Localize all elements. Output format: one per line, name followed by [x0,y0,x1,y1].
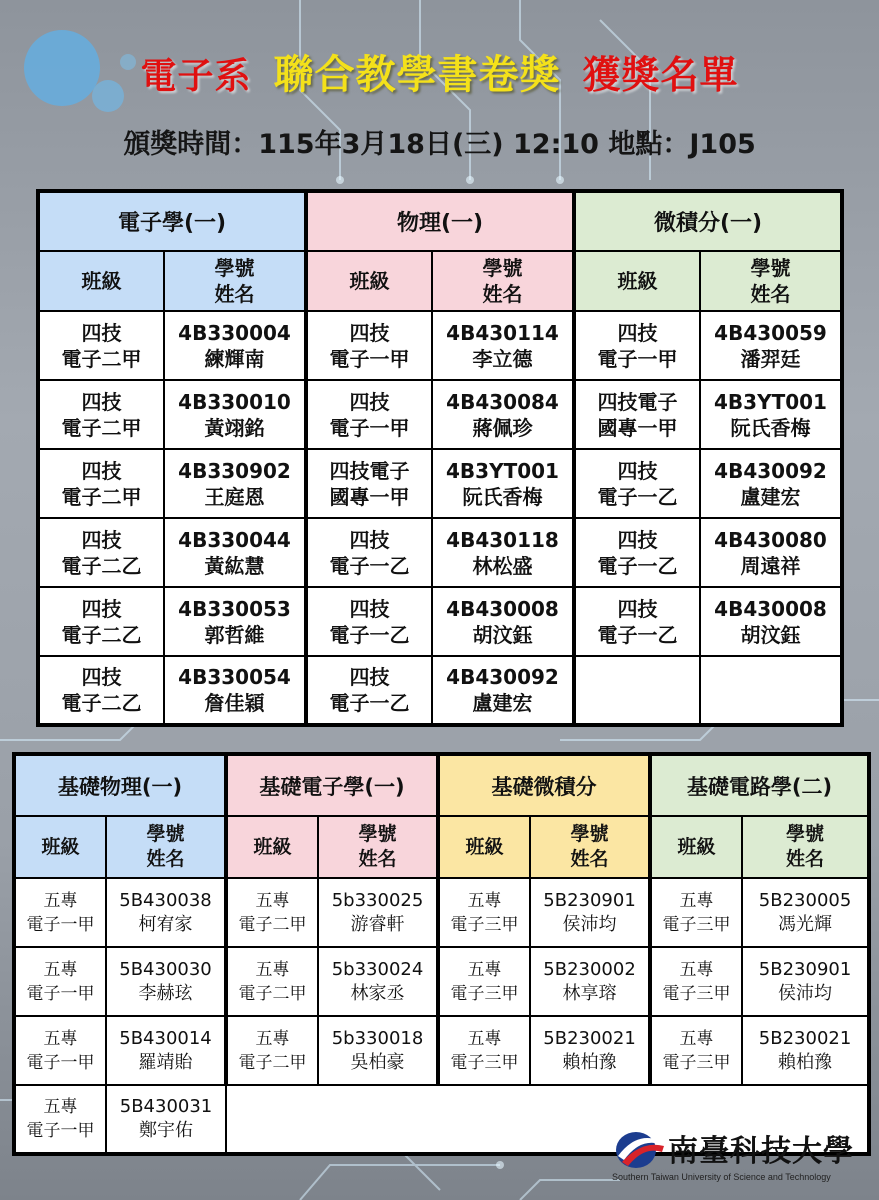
class-line-1: 五專 [467,890,502,911]
student-id: 5B230002 [543,958,636,980]
class-line-1: 五專 [679,1028,714,1049]
class-line-1: 四技 [81,389,122,414]
class-line-1: 五專 [255,890,290,911]
student-id: 5b330024 [331,958,424,980]
student-name: 阮氏香梅 [462,484,543,509]
student-name: 林松盛 [472,553,533,578]
student-id: 4B330010 [178,389,291,414]
name-label: 姓名 [214,282,255,306]
student-id: 5B230021 [758,1027,852,1049]
student-name: 賴柏豫 [778,1051,833,1073]
student-class-cell [38,587,164,656]
student-name: 李立德 [472,346,533,371]
table-row [38,311,842,380]
student-id-name-cell [164,449,306,518]
student-id-name-cell [432,311,574,380]
student-id: 4B430114 [446,320,559,345]
class-line-2: 電子一乙 [329,622,410,647]
table-row [38,449,842,518]
student-name: 練輝南 [204,346,265,371]
student-id: 4B430118 [446,527,559,552]
class-label: 班級 [253,835,292,858]
student-name: 蔣佩珍 [472,415,533,440]
id-label: 學號 [146,823,185,845]
student-id-name-cell [700,449,842,518]
id-label: 學號 [358,823,397,845]
student-id: 5b330025 [331,889,424,911]
class-line-2: 電子三甲 [662,914,731,935]
student-name: 林家丞 [350,982,405,1004]
student-id-name-cell [106,947,226,1016]
class-line-2: 電子三甲 [450,1052,519,1073]
student-class-cell [226,878,318,947]
class-line-1: 四技 [349,596,390,621]
class-line-1: 四技 [349,665,390,689]
class-line-2: 電子二甲 [238,914,307,935]
class-line-1: 四技電子 [597,389,678,414]
student-id: 4B3YT001 [446,458,559,483]
student-id-name-cell [700,380,842,449]
student-class-cell [306,587,432,656]
student-name: 柯宥家 [138,913,193,935]
class-line-2: 電子一乙 [597,484,678,509]
class-line-1: 四技 [349,389,390,414]
class-line-1: 四技 [81,527,122,552]
student-id: 5B230901 [758,958,852,980]
student-class-cell [306,380,432,449]
student-id: 5B230005 [758,889,852,911]
student-name: 游睿軒 [350,913,405,935]
student-class-cell [306,518,432,587]
student-id: 5b330018 [331,1027,424,1049]
name-label: 姓名 [358,848,397,870]
class-line-1: 五專 [255,959,290,980]
university-logo [612,1126,864,1188]
id-name-column-header [700,251,842,311]
name-label: 姓名 [482,282,523,306]
student-class-cell [574,449,700,518]
name-label: 姓名 [786,848,825,870]
student-class-cell [38,449,164,518]
student-id-name-cell [164,518,306,587]
subject-header: 基礎微積分 [438,754,650,816]
class-line-1: 五專 [679,959,714,980]
student-name: 鄭宇佑 [139,1120,193,1141]
id-name-column-header [742,816,869,878]
student-name: 詹佳穎 [204,691,265,715]
class-column-header [14,816,106,878]
table-row [38,380,842,449]
id-name-column-header [530,816,650,878]
id-label: 學號 [750,256,791,280]
class-line-2: 電子二甲 [61,346,142,371]
class-line-1: 四技 [349,527,390,552]
table-row [38,518,842,587]
id-name-column-header [106,816,226,878]
class-line-2: 電子一甲 [26,1052,95,1073]
class-line-2: 電子二乙 [61,622,142,647]
student-class-cell [574,518,700,587]
student-id: 4B430092 [714,458,827,483]
student-name: 胡汶鈺 [472,622,533,647]
student-class-cell [38,311,164,380]
university-emblem-icon [612,1128,668,1170]
student-class-cell [438,1016,530,1085]
student-id-name-cell [530,1016,650,1085]
class-line-2: 國專一甲 [329,484,410,509]
class-line-2: 電子一甲 [26,914,95,935]
poster-title [0,50,879,102]
student-class-cell [306,656,432,725]
student-name: 黃紘慧 [204,553,265,578]
class-column-header [38,251,164,311]
student-id: 4B430008 [446,596,559,621]
class-line-2: 國專一甲 [597,415,678,440]
class-label: 班級 [41,835,80,858]
class-line-2: 電子三甲 [662,1052,731,1073]
student-id-name-cell [164,656,306,725]
table-row [38,587,842,656]
student-name: 胡汶鈺 [740,622,801,647]
student-id-name-cell [164,311,306,380]
class-line-1: 五專 [43,1097,78,1117]
id-name-column-header [318,816,438,878]
student-class-cell [14,878,106,947]
student-name: 吳柏豪 [350,1051,405,1073]
student-class-cell [574,380,700,449]
student-class-cell [226,1016,318,1085]
class-line-1: 四技 [81,320,122,345]
student-id: 4B430008 [714,596,827,621]
class-line-2: 電子三甲 [450,914,519,935]
student-id: 4B330044 [178,527,291,552]
id-name-column-header [164,251,306,311]
id-label: 學號 [214,256,255,280]
student-id-name-cell [432,380,574,449]
student-id: 5B230021 [543,1027,636,1049]
student-id-name-cell [742,947,869,1016]
class-line-2: 電子一乙 [597,553,678,578]
student-name: 侯沛均 [778,982,833,1004]
id-label: 學號 [482,256,523,280]
student-id-name-cell [432,656,574,725]
class-line-1: 五專 [467,959,502,980]
class-line-1: 四技電子 [329,458,410,483]
class-line-1: 五專 [679,890,714,911]
student-class-cell [574,587,700,656]
university-name: 南臺科技大學 [668,1134,854,1169]
student-class-cell [574,311,700,380]
subject-header: 基礎物理(一) [14,754,226,816]
student-name: 潘羿廷 [740,346,801,371]
student-id-name-cell [106,1085,226,1154]
student-id-name-cell [318,947,438,1016]
class-line-2: 電子二乙 [61,691,142,715]
class-line-1: 五專 [43,890,78,911]
class-line-2: 電子二甲 [61,415,142,440]
student-id-name-cell [530,947,650,1016]
student-id: 4B3YT001 [714,389,827,414]
subject-header: 物理(一) [306,191,574,251]
student-class-cell [650,947,742,1016]
student-id-name-cell [530,878,650,947]
class-line-2: 電子一乙 [329,553,410,578]
student-id: 5B230901 [543,889,636,911]
class-line-2: 電子二甲 [238,1052,307,1073]
student-class-cell [226,947,318,1016]
student-id: 4B330902 [178,458,291,483]
student-class-cell [14,1016,106,1085]
student-class-cell [438,878,530,947]
title-department: 電子系 [140,56,252,97]
class-line-2: 電子一甲 [26,1121,95,1141]
class-line-2: 電子一甲 [329,346,410,371]
student-name: 賴柏豫 [562,1051,617,1073]
student-class-cell [306,311,432,380]
university-english-name: Southern Taiwan University of Science and Technology [612,1172,831,1182]
student-id: 5B430038 [119,889,212,911]
student-class-cell [14,947,106,1016]
student-class-cell [306,449,432,518]
class-label: 班級 [465,835,504,858]
student-id-name-cell [164,587,306,656]
student-name: 林享瑢 [562,982,617,1004]
class-line-2: 電子一甲 [597,346,678,371]
table-row [14,947,869,1016]
class-line-2: 電子一乙 [329,691,410,715]
student-id-name-cell [700,518,842,587]
student-id-name-cell [164,380,306,449]
subject-header: 微積分(一) [574,191,842,251]
student-class-cell [650,878,742,947]
name-label: 姓名 [750,282,791,306]
class-line-2: 電子二甲 [61,484,142,509]
student-id-name-cell [742,878,869,947]
student-id-name-cell [106,1016,226,1085]
student-id: 4B430084 [446,389,559,414]
class-line-1: 五專 [467,1028,502,1049]
subject-header: 基礎電子學(一) [226,754,438,816]
class-label: 班級 [617,269,658,293]
student-name: 周遠祥 [740,553,801,578]
class-line-2: 電子一乙 [597,622,678,647]
class-column-header [574,251,700,311]
subject-header: 基礎電路學(二) [650,754,869,816]
student-id-name-cell [432,449,574,518]
class-line-1: 四技 [617,596,658,621]
student-id: 4B330054 [178,665,291,689]
student-id-name-cell [742,1016,869,1085]
student-class-cell [650,1016,742,1085]
class-line-2: 電子三甲 [662,983,731,1004]
name-label: 姓名 [570,848,609,870]
student-name: 馮光輝 [778,913,833,935]
id-label: 學號 [786,823,825,845]
student-id-name-cell [432,518,574,587]
table-row [38,656,842,725]
ceremony-info: 頒獎時間：115年3月18日(三) 12:10 地點：J105 [123,129,756,160]
junior-college-award-table [12,752,871,1156]
class-line-2: 電子二甲 [238,983,307,1004]
class-line-1: 五專 [255,1028,290,1049]
student-class-cell [38,380,164,449]
student-id: 4B430092 [446,665,559,689]
student-id: 4B430080 [714,527,827,552]
student-id-name-cell [318,1016,438,1085]
student-id: 4B330004 [178,320,291,345]
student-name: 郭哲維 [204,622,265,647]
student-class-cell [438,947,530,1016]
student-id-name-cell [700,587,842,656]
student-id: 4B330053 [178,596,291,621]
student-class-cell [38,518,164,587]
student-id: 5B430030 [119,958,212,980]
student-name: 阮氏香梅 [730,415,811,440]
class-column-header [438,816,530,878]
student-class-cell [14,1085,106,1154]
class-label: 班級 [81,269,122,293]
title-award-name: 聯合教學書卷獎 [273,52,561,98]
class-line-1: 四技 [617,320,658,345]
student-id-name-cell [700,311,842,380]
class-column-header [226,816,318,878]
class-line-2: 電子二乙 [61,553,142,578]
student-class-cell [38,656,164,725]
table-row [14,1016,869,1085]
student-name: 黃翊銘 [204,415,265,440]
title-winners-list: 獲獎名單 [582,53,739,97]
student-id-name-cell [106,878,226,947]
class-line-1: 四技 [81,458,122,483]
subject-header: 電子學(一) [38,191,306,251]
student-name: 李赫玹 [138,982,193,1004]
student-id-name-cell [432,587,574,656]
student-id: 4B430059 [714,320,827,345]
class-label: 班級 [349,269,390,293]
empty-cell [574,656,700,725]
class-line-1: 五專 [43,1028,78,1049]
empty-cell [700,656,842,725]
id-label: 學號 [570,823,609,845]
student-id: 5B430014 [119,1027,212,1049]
student-name: 羅靖貽 [138,1051,193,1073]
student-id-name-cell [318,878,438,947]
class-line-1: 四技 [81,596,122,621]
class-line-1: 五專 [43,959,78,980]
student-name: 盧建宏 [740,484,801,509]
class-line-1: 四技 [617,527,658,552]
student-name: 盧建宏 [472,691,533,715]
class-line-1: 四技 [617,458,658,483]
student-name: 王庭恩 [204,484,265,509]
class-line-1: 四技 [81,665,122,689]
class-line-2: 電子一甲 [329,415,410,440]
class-column-header [306,251,432,311]
table-row [14,878,869,947]
student-id: 5B430031 [119,1096,213,1117]
class-line-2: 電子三甲 [450,983,519,1004]
id-name-column-header [432,251,574,311]
class-line-1: 四技 [349,320,390,345]
class-column-header [650,816,742,878]
university-award-table [36,189,844,727]
student-name: 侯沛均 [562,913,617,935]
class-line-2: 電子一甲 [26,983,95,1004]
class-label: 班級 [677,835,716,858]
name-label: 姓名 [146,848,185,870]
